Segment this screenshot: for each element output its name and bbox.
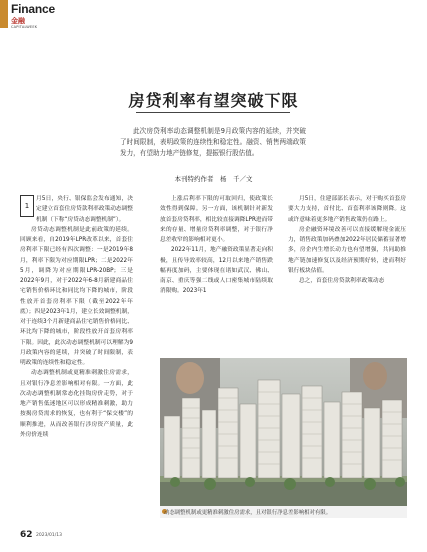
- byline: 本刊特约作者 杨 千／文: [174, 175, 253, 183]
- paragraph-text: 月5日，央行、银保监会发布通知，决定建立首套住房贷款利率政策动态调整机制（下称“房贷动态调整机制”）。: [36, 196, 133, 223]
- body-paragraph: 房贷动态调整机制是此前政策的延续。回顾来看，自2019年LPR改革以来，首套住房利率下限已经有四次调整：一是2019年8月，利率下限为对应期限LPR；二是2022年5月，调降为对应期限LPR-20BP；三是2022年9月，对于2022年6-8月新建商品住宅销售价格环比和同比均下降的城市，阶段性放开首套房利率下限（截至2022年年底）；四是2023年1月，建立长效调整机制，对于连续3个月新建商品住宅销售价格同比、环比均下降的城市，阶段性放开首套房利率下限。因此，此次动态调整机制可以理解为9月政策内容的延续，并突破了时间限制，表明政策的连续性和稳定性。: [20, 226, 133, 366]
- section-title-en: Finance: [11, 2, 55, 16]
- body-column-3: [288, 194, 406, 286]
- body-paragraph: 2022年11月，地产融资政策显著走向积极，且传导效率较高，12月以来地产销售跌幅再度加码，主要体现在诸如武汉、佛山、南京、重庆等强二线或人口密集城市陆续取消限购。2023年1: [160, 247, 273, 295]
- section-marker: [0, 0, 8, 28]
- body-paragraph: [20, 194, 133, 225]
- lead-text: 此次房贷利率动态调整机制是9月政策内容的延续，并突破了时间限制，表明政策的连续性和稳定性。融资、销售两端政策发力，有望助力地产链修复，提振银行股估值。: [120, 127, 306, 157]
- article-photo: [160, 358, 407, 506]
- body-paragraph: 动态调整机制或更精准刺激住房需求，且对银行净息差影响相对有限。一方面，此次动态调整机制常态化挂钩房价走势，对于地产销售低迷地区可以形成精准刺激，助力按揭房贷需求的恢复，也有利于“保交楼”的顺利推进，从而改善银行涉房资产质量，此外房价连续: [20, 370, 133, 438]
- body-paragraph: 月5日，住建部部长表示，对于购买首套房要大力支持，首付比、首套利率该降则降。这或许意味着更多地产销售政策仍在路上。: [288, 196, 406, 223]
- article-title: 房贷利率有望突破下限: [128, 91, 299, 110]
- section-title-cn: 金融: [11, 17, 25, 25]
- page-number: 62: [20, 530, 33, 540]
- body-paragraph: 房企融资环境改善可以直接缓解现金流压力，销售政策加码叠加2022年居民储蓄显著增多，房企内生增长动力也有望增强，共同助推地产链加速修复以及经济预期好转，进而利好银行板块估值。: [288, 226, 406, 274]
- title-divider: [136, 112, 290, 113]
- section-subtitle: CAPITALWEEK: [11, 25, 38, 29]
- body-column-1: [20, 194, 133, 440]
- article-lead: [120, 126, 306, 159]
- dropcap: 1: [20, 195, 34, 217]
- photo-caption: 动态调整机制或更精准刺激住房需求，且对银行净息差影响相对有限。: [164, 510, 332, 516]
- body-column-2: [160, 194, 273, 297]
- issue-date: 2023/01/13: [36, 533, 62, 538]
- body-paragraph: 上涨后利率下限的可取回归，使政策长效性得到保障。另一方面，该机制针对新发放首套房贷利率，相比较直接调降LPR进而带来的存量、增量房贷利率调整，对于银行净息差收窄的影响相对更小。: [160, 196, 273, 243]
- body-paragraph: 总之，首套住房贷款利率政策动态: [299, 278, 385, 284]
